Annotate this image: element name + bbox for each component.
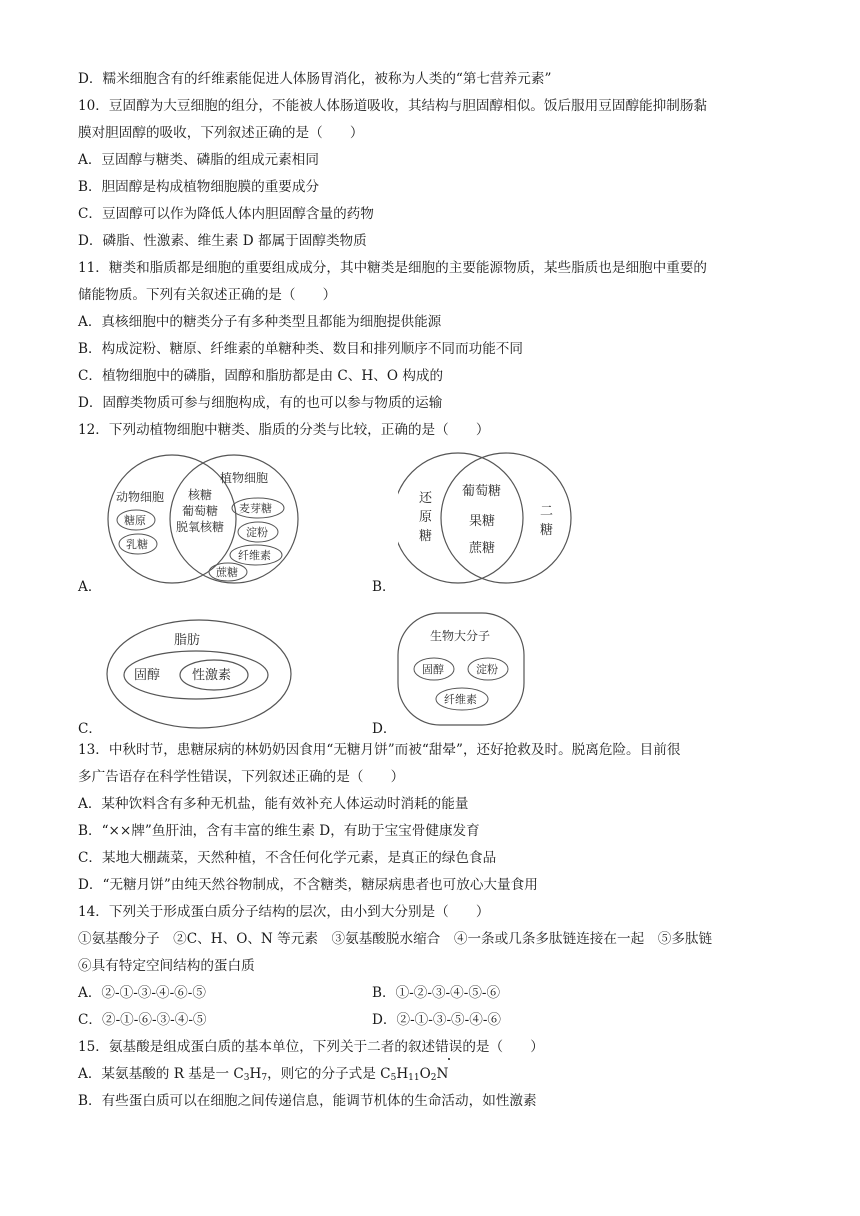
q13-stem-line2: 多广告语存在科学性错误，下列叙述正确的是（ ） bbox=[78, 769, 405, 785]
q12-option-a-label: A． bbox=[78, 579, 102, 595]
fat-label: 脂肪 bbox=[174, 633, 201, 648]
cellulose-item: 纤维素 bbox=[444, 693, 477, 706]
reducing-sugar-circle bbox=[398, 453, 523, 583]
macromolecule-label: 生物大分子 bbox=[430, 629, 491, 643]
animal-sugar-2: 乳糖 bbox=[126, 538, 148, 551]
q14-stem: 14．下列关于形成蛋白质分子结构的层次，由小到大分别是（ ） bbox=[78, 904, 490, 920]
starch-item: 淀粉 bbox=[476, 663, 498, 676]
q15-emphasis-text: 错误 bbox=[435, 1039, 463, 1055]
q14-option-c: C．②-①-⑥-③-④-⑤ bbox=[78, 1012, 207, 1028]
q12-option-b-label: B． bbox=[372, 579, 396, 595]
q14-items-line1: ①氨基酸分子 ②C、H、O、N 等元素 ③氨基酸脱水缩合 ④一条或几条多肽链连接在一起 ⑤多肽链 bbox=[78, 931, 713, 947]
q12-option-c-label: C． bbox=[78, 721, 102, 737]
q14-option-a: A．②-①-③-④-⑥-⑤ bbox=[78, 985, 206, 1001]
q14-option-d: D．②-①-③-⑤-④-⑥ bbox=[372, 1012, 502, 1028]
q11-option-d: D．固醇类物质可参与细胞构成，有的也可以参与物质的运输 bbox=[78, 395, 443, 411]
plant-sugar-1: 麦芽糖 bbox=[239, 502, 272, 515]
q12-option-d-label: D． bbox=[372, 721, 397, 737]
q10-option-d: D．磷脂、性激素、维生素 D 都属于固醇类物质 bbox=[78, 233, 367, 249]
shared-sugar-3: 脱氧核糖 bbox=[176, 520, 225, 534]
q15-stem-tail: 的是（ ） bbox=[462, 1039, 544, 1055]
q10-option-c: C．豆固醇可以作为降低人体内胆固醇含量的药物 bbox=[78, 206, 374, 222]
q13-option-a: A．某种饮料含有多种无机盐，能有效补充人体运动时消耗的能量 bbox=[78, 796, 469, 812]
q11-option-b: B．构成淀粉、糖原、纤维素的单糖种类、数目和排列顺序不同而功能不同 bbox=[78, 341, 523, 357]
q11-stem-line2: 储能物质。下列有关叙述正确的是（ ） bbox=[78, 287, 337, 303]
plant-sugar-2: 淀粉 bbox=[246, 526, 268, 539]
q10-option-a: A．豆固醇与糖类、磷脂的组成元素相同 bbox=[78, 152, 319, 168]
q10-stem-line1: 10．豆固醇为大豆细胞的组分，不能被人体肠道吸收，其结构与胆固醇相似。饭后服用豆固醇能抑制肠黏 bbox=[78, 98, 708, 114]
animal-sugar-1: 糖原 bbox=[124, 514, 146, 527]
q15-a-formula-o-sub: 2 bbox=[430, 1073, 437, 1083]
q11-option-a: A．真核细胞中的糖类分子有多种类型且都能为细胞提供能源 bbox=[78, 314, 442, 330]
disaccharide-char-1: 二 bbox=[540, 504, 554, 519]
q15-option-b: B．有些蛋白质可以在细胞之间传递信息，能调节机体的生命活动，如性激素 bbox=[78, 1093, 537, 1109]
q15-a-formula-h: H bbox=[396, 1066, 409, 1082]
reducing-sugar-char-2: 原 bbox=[419, 510, 433, 525]
figure-d-nesting bbox=[396, 611, 528, 729]
q15-stem bbox=[78, 1038, 544, 1056]
q10-option-b: B．胆固醇是构成植物细胞膜的重要成分 bbox=[78, 179, 320, 195]
shared-sugar-glucose: 葡萄糖 bbox=[462, 484, 502, 499]
q11-stem-line1: 11．糖类和脂质都是细胞的重要组成成分，其中糖类是细胞的主要能源物质，某些脂质也是细胞中重要的 bbox=[78, 260, 708, 276]
q9-option-d: D．糯米细胞含有的纤维素能促进人体肠胃消化，被称为人类的“第七营养元素” bbox=[78, 71, 552, 87]
disaccharide-char-2: 糖 bbox=[540, 523, 554, 538]
q15-a-text: A．某氨基酸的 R 基是一 C bbox=[78, 1066, 244, 1082]
q10-stem-line2: 膜对胆固醇的吸收，下列叙述正确的是（ ） bbox=[78, 125, 364, 141]
q12-stem: 12．下列动植物细胞中糖类、脂质的分类与比较，正确的是（ ） bbox=[78, 422, 490, 438]
plant-sugar-3: 纤维素 bbox=[238, 549, 271, 562]
plant-cell-label: 植物细胞 bbox=[220, 471, 269, 485]
q15-a-c-subscript: 3 bbox=[243, 1073, 250, 1083]
q15-a-formula-n: N bbox=[436, 1066, 449, 1082]
shared-sugar-2: 葡萄糖 bbox=[182, 504, 219, 518]
q11-option-c: C．植物细胞中的磷脂，固醇和脂肪都是由 C、H、O 构成的 bbox=[78, 368, 444, 384]
figure-c-nesting bbox=[104, 618, 294, 730]
q15-a-formula-o: O bbox=[419, 1066, 431, 1082]
q13-option-d: D．“无糖月饼”由纯天然谷物制成，不含糖类，糖尿病患者也可放心大量食用 bbox=[78, 877, 538, 893]
q15-a-formula-h-sub: 11 bbox=[408, 1073, 420, 1083]
figure-b-venn bbox=[398, 448, 576, 588]
q15-a-h: H bbox=[249, 1066, 262, 1082]
q15-option-a bbox=[78, 1065, 448, 1087]
q14-option-b: B．①-②-③-④-⑤-⑥ bbox=[372, 985, 501, 1001]
sex-hormone-label: 性激素 bbox=[192, 668, 232, 683]
shared-sugar-1: 核糖 bbox=[188, 488, 213, 502]
sterol-label: 固醇 bbox=[134, 668, 161, 683]
q15-a-h-subscript: 7 bbox=[261, 1073, 268, 1083]
shared-sugar-fructose: 果糖 bbox=[469, 514, 496, 529]
sterol-item: 固醇 bbox=[422, 663, 444, 676]
q15-a-formula-c-sub: 5 bbox=[390, 1073, 397, 1083]
plant-sugar-4: 蔗糖 bbox=[216, 566, 238, 579]
shared-sugar-sucrose: 蔗糖 bbox=[469, 541, 496, 556]
q15-a-mid: ，则它的分子式是 C bbox=[267, 1066, 391, 1082]
q15-stem-text: 15．氨基酸是组成蛋白质的基本单位，下列关于二者的叙述 bbox=[78, 1039, 436, 1055]
q13-option-b: B．“××牌”鱼肝油，含有丰富的维生素 D，有助于宝宝骨健康发育 bbox=[78, 823, 480, 839]
figure-a-venn bbox=[100, 452, 310, 587]
reducing-sugar-char-1: 还 bbox=[419, 491, 433, 506]
q13-option-c: C．某地大棚蔬菜，天然种植，不含任何化学元素，是真正的绿色食品 bbox=[78, 850, 497, 866]
reducing-sugar-char-3: 糖 bbox=[419, 529, 433, 544]
q14-items-line2: ⑥具有特定空间结构的蛋白质 bbox=[78, 958, 255, 974]
animal-cell-label: 动物细胞 bbox=[116, 490, 165, 504]
q13-stem-line1: 13．中秋时节，患糖尿病的林奶奶因食用“无糖月饼”而被“甜晕”，还好抢救及时。脱离危险。目前很 bbox=[78, 742, 681, 758]
